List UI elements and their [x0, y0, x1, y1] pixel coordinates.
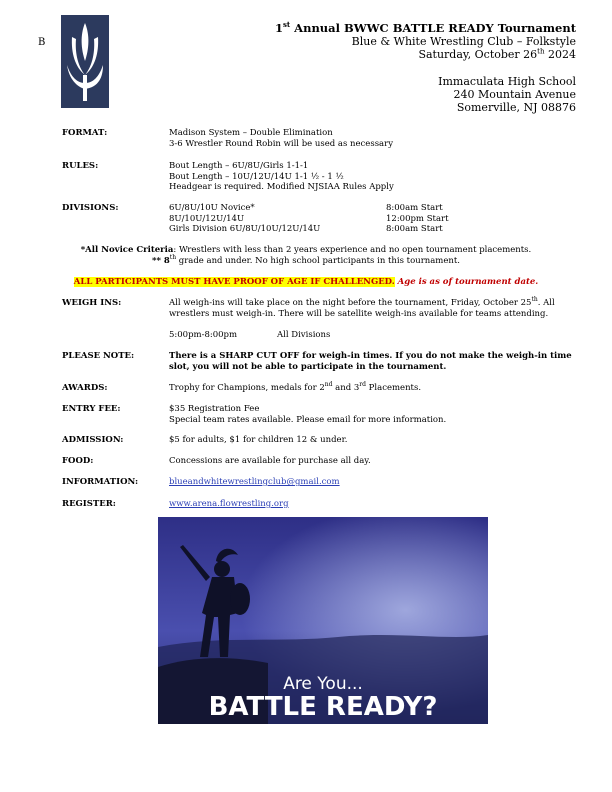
- division-name: 8U/10U/12U/14U: [169, 213, 245, 224]
- entry-fee-label: ENTRY FEE:: [62, 404, 121, 414]
- club-logo-icon: [61, 15, 109, 108]
- register-value: [169, 499, 589, 510]
- rules-value: Bout Length – 6U/8U/Girls 1-1-1 Bout Length – 10U/12U/14U 1-1 ½ - 1 ½ Headgear is required. Modified NJSIAA Rules Apply: [169, 161, 394, 193]
- entry-fee-value: $35 Registration Fee Special team rates available. Please email for more information.: [169, 404, 447, 425]
- format-label: FORMAT:: [62, 128, 108, 138]
- format-value: Madison System – Double Elimination 3-6 Wrestler Round Robin will be used as necessary: [169, 128, 393, 149]
- rules-label: RULES:: [62, 161, 99, 171]
- division-time: 8:00am Start: [386, 203, 443, 213]
- information-label: INFORMATION:: [62, 477, 139, 487]
- novice-criteria: *All Novice Criteria: Wrestlers with less than 2 years experience and no open tournament placements. ** 8th grade and under. No high school participants in this tournament.: [80, 245, 532, 266]
- division-name: Girls Division 6U/8U/10U/12U/14U: [169, 224, 321, 235]
- weigh-ins-value: All weigh-ins will take place on the night before the tournament, Friday, October 25th. All wrestlers must weigh-in. There will be satellite weigh-ins available for teams attending.: [169, 296, 555, 319]
- weigh-ins-time: 5:00pm-8:00pm: [169, 330, 238, 340]
- awards-value: Trophy for Champions, medals for 2nd and 3rd Placements.: [169, 381, 422, 393]
- banner-line-2: BATTLE READY?: [208, 692, 438, 722]
- venue-address: [438, 75, 576, 114]
- weigh-ins-divisions: All Divisions: [277, 330, 331, 340]
- weigh-ins-label: WEIGH INS:: [62, 298, 122, 308]
- club-name: Blue & White Wrestling Club – Folkstyle: [351, 35, 576, 48]
- admission-value: $5 for adults, $1 for children 12 & under.: [169, 435, 348, 445]
- tournament-header: [275, 22, 576, 61]
- venue-city: Somerville, NJ 08876: [456, 101, 576, 114]
- please-note-value: There is a SHARP CUT OFF for weigh-in times. If you do not make the weigh-in time slot, you will not be able to participate in the tournament.: [169, 351, 572, 372]
- proof-of-age-notice: ALL PARTICIPANTS MUST HAVE PROOF OF AGE IF CHALLENGED. Age is as of tournament date.: [73, 277, 539, 287]
- please-note-label: PLEASE NOTE:: [62, 351, 135, 361]
- tournament-date: Saturday, October 26th 2024: [418, 47, 576, 61]
- information-value: [169, 477, 589, 488]
- division-time: 12:00pm Start: [386, 213, 449, 224]
- tournament-title: 1st Annual BWWC BATTLE READY Tournament: [274, 20, 576, 35]
- email-link[interactable]: blueandwhitewrestlingclub@gmail.com: [169, 477, 340, 487]
- awards-label: AWARDS:: [62, 383, 108, 393]
- battle-ready-banner: [158, 517, 488, 724]
- register-link[interactable]: www.arena.flowrestling.org: [169, 499, 289, 509]
- division-name: 6U/8U/10U Novice*: [169, 203, 255, 213]
- register-label: REGISTER:: [62, 499, 116, 509]
- division-time: 8:00am Start: [386, 224, 443, 235]
- divisions-names: [169, 203, 379, 235]
- venue-school: Immaculata High School: [438, 75, 576, 88]
- food-value: Concessions are available for purchase all day.: [169, 456, 371, 466]
- food-label: FOOD:: [62, 456, 94, 466]
- divisions-label: DIVISIONS:: [62, 203, 119, 213]
- banner-line-1: Are You...: [283, 674, 363, 694]
- venue-street: 240 Mountain Avenue: [453, 88, 576, 101]
- stray-mark: B: [38, 37, 46, 48]
- divisions-times: [386, 203, 448, 235]
- admission-label: ADMISSION:: [62, 435, 124, 445]
